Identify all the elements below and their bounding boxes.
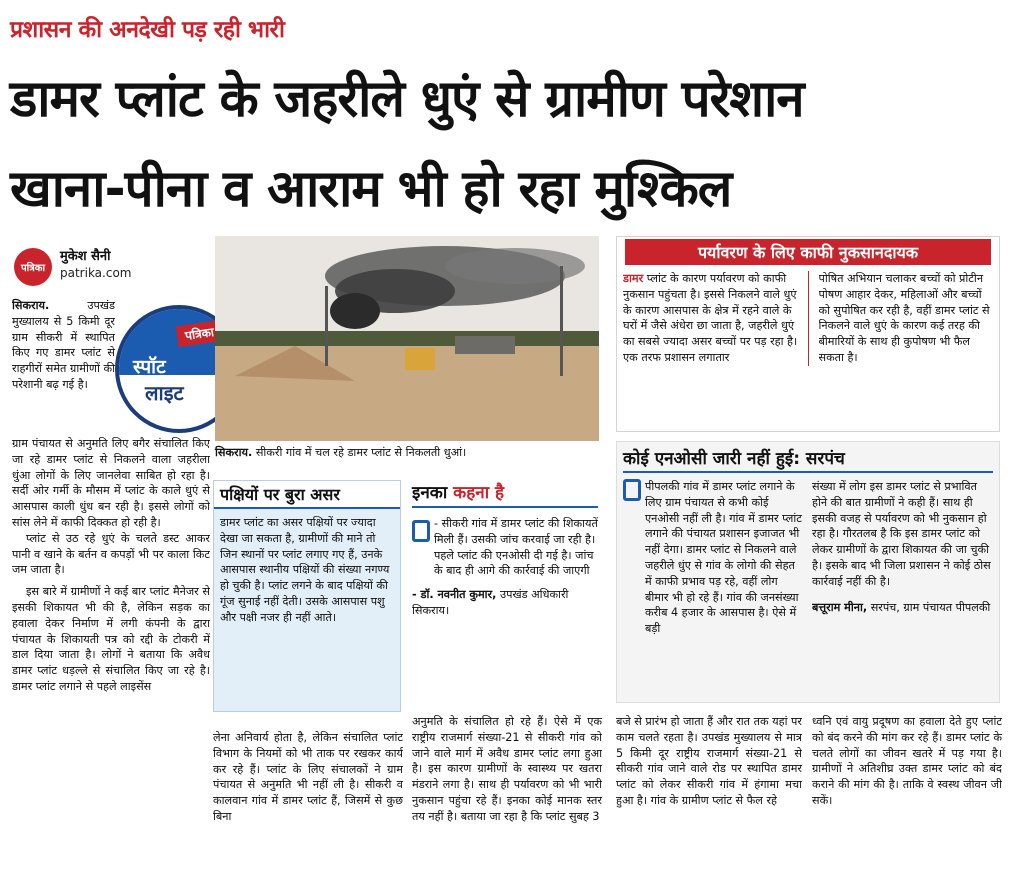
quote-attribution: - डॉ. नवनीत कुमार, उपखंड अधिकारी सिकराय। bbox=[412, 588, 569, 617]
byline-author: मुकेश सैनी bbox=[60, 249, 111, 264]
photo-caption bbox=[215, 445, 599, 460]
official-quote bbox=[412, 480, 598, 700]
spotlight-word-1: स्पॉट bbox=[133, 356, 166, 378]
bottom-column-5: ध्वनि एवं वायु प्रदूषण का हवाला देते हुए प्लांट को बंद करने की मांग कर रहे हैं। डामर प्लांट के चलते लोगों का जीवन खतरे में पड़ गया है। ग्रामीणों ने अतिशीघ्र उक्त डामर प्लांट को बंद कराने की मांग की है। ताकि वे स्वस्थ जीवन जी सकें। bbox=[812, 715, 1002, 807]
sarpanch-box-title: कोई एनओसी जारी नहीं हुई: सरपंच bbox=[623, 449, 845, 469]
main-story-lead bbox=[12, 298, 115, 426]
spotlight-word-2: लाइट bbox=[145, 381, 184, 405]
spotlight-brand: पत्रिका bbox=[176, 320, 223, 347]
main-story-paragraph-2: प्लांट से उठ रहे धुएं के चलते डस्ट आकर पानी व खाने के बर्तन व कपड़ों भी पर काला किट जम जाता है। bbox=[12, 531, 210, 577]
bottom-column-4: बजे से प्रारंभ हो जाता हैं और रात तक यहां पर काम चलते रहता है। उपखंड मुख्यालय से मात्र 5 किमी दूर राष्ट्रीय राजमार्ग संख्या-21 से सीकरी गांव जाने वाले रोड पर स्थापित डामर प्लांट को लेकर सीकरी गांव में हंगामा मचा हुआ है। गांव के ग्रामीण प्लांट से फैल रहे bbox=[616, 715, 802, 807]
main-story-paragraph-3: इस बारे में ग्रामीणों ने कई बार प्लांट मैनेजर से इसकी शिकायत भी की है, लेकिन सड़क का हवाला देकर निर्माण में लगी कंपनी के द्वारा पंचायत के शिकायती पत्र को रद्दी के टोकरी में डाल दिया जाता है। लोगों ने बताया कि अवैध डामर प्लांट धड़ल्ले से संचालित किए जा रहे है। डामर प्लांट लगाने से पहले लाइसेंस bbox=[12, 585, 210, 693]
main-story-first-sentence: उपखंड मुख्यालय से 5 किमी दूर ग्राम सीकरी में स्थापित किए गए डामर प्लांट से राहगीरों समेत ग्रामीणों की परेशानी बढ़ गई है। bbox=[12, 299, 115, 391]
quote-icon-sarpanch bbox=[623, 479, 641, 501]
environment-box-title: पर्यावरण के लिए काफी नुकसानदायक bbox=[625, 239, 991, 265]
kicker: प्रशासन की अनदेखी पड़ रही भारी bbox=[10, 17, 285, 43]
patrika-logo: पत्रिका bbox=[14, 248, 52, 286]
main-story-paragraph-1: ग्राम पंचायत से अनुमति लिए बगैर संचालित किए जा रहे डामर प्लांट से निकलने वाला जहरीला धुंआ लोगों के लिए जानलेवा साबित हो रहा है। सर्दी ओर गर्मी के मौसम में प्लांट के काले धुएं से आसपास काली धुंध बन रही है। इससे लोगों को सांस लेने में काफी दिक्कत हो रही है। bbox=[12, 437, 210, 529]
sarpanch-attribution: बत्तूराम मीना, सरपंच, ग्राम पंचायत पीपलकी bbox=[812, 600, 991, 614]
environment-col-1: डामर प्लांट के कारण पर्यावरण को काफी नुकसान पहुंचता है। इससे निकलने वाले धुएं के कारण आसपास के क्षेत्र में रहने वाले के घरों में जैसे अंधेरा छा जाता है, जहरीले धुएं का सबसे ज्यादा असर बच्चों पर पड़ रहा है।एक तरफ प्रशासन लगातार bbox=[623, 272, 798, 364]
caption-lead: सिकराय. bbox=[215, 446, 253, 459]
sarpanch-col-1: पीपलकी गांव में डामर प्लांट लगाने के लिए ग्राम पंचायत से कभी कोई एनओसी नहीं ली है। गांव में डामर प्लांट लगाने की पंचायत प्रशासन इजाजत भी नहीं देगा। डामर प्लांट से निकलने वाले जहरीले धुंए से गांव के लोगो की सेहत में काफी प्रभाव पड़ रहे, वहीं लोग बीमार भी हो रहे हैं। गांव की जनसंख्या करीब 4 हजार के आसपास है। ऐसे में बड़ी bbox=[645, 480, 802, 636]
news-photo bbox=[215, 236, 599, 441]
birds-box-text: डामर प्लांट का असर पक्षियों पर ज्यादा देखा जा सकता है, ग्रामीणों की माने तो जिन स्थानों पर प्लांट लगाए गए हैं, उनके आसपास स्थानीय पक्षियों की संख्या नगण्य हो चुकी है। प्लांट लगने के बाद पक्षियों की गूंज सुनाई नहीं देती। उसके आसपास पशु और पक्षी नजर ही नहीं आते। bbox=[220, 516, 390, 624]
headline-line-2: खाना-पीना व आराम भी हो रहा मुश्किल bbox=[10, 160, 732, 219]
environment-box bbox=[616, 236, 1000, 432]
headline-line-1: डामर प्लांट के जहरीले धुएं से ग्रामीण परेशान bbox=[10, 70, 804, 129]
bottom-column-2: लेना अनिवार्य होता है, लेकिन संचालित प्लांट विभाग के नियमों को भी ताक पर रखकर कार्य कर रहे हैं। प्लांट के लिए संचालकों ने ग्राम पंचायत से अनुमति भी नहीं ली है। सीकरी व कालवान गांव में डामर प्लांट हैं, जिसमें से कुछ बिना bbox=[213, 731, 403, 823]
quote-title: इनका कहना है bbox=[412, 483, 505, 503]
asphalt-plant-photo bbox=[215, 236, 599, 441]
quote-text: - सीकरी गांव में डामर प्लांट की शिकायतें मिली हैं। उसकी जांच करवाई जा रही है। पहले प्लांट की एनओसी दी गई है। जांच के बाद ही आगे की कार्रवाई की जाएगी bbox=[434, 517, 598, 578]
caption-text: सीकरी गांव में चल रहे डामर प्लांट से निकलती धुआं। bbox=[255, 446, 467, 459]
quote-icon bbox=[412, 520, 430, 542]
birds-box bbox=[213, 480, 401, 712]
birds-box-title: पक्षियों पर बुरा असर bbox=[214, 481, 400, 509]
sarpanch-col-2: संख्या में लोग इस डामर प्लांट से प्रभावित होने की बात ग्रामीणों ने कही हैं। साथ ही इसकी वजह से पर्यावरण को भी नुकसान हो रहा है। गौरतलब है कि इस डामर प्लांट को लेकर ग्रामीणों के द्वारा शिकायत की जा चुकी है। इसके बाद भी जिला प्रशासन ने कोई ठोस कार्रवाई नहीं की है। bbox=[812, 480, 991, 588]
main-story-body bbox=[12, 436, 210, 876]
environment-col-2: पोषित अभियान चलाकर बच्चों को प्रोटीन पोषण आहार देकर, महिलाओं और बच्चों को सुपोषित कर रही है, वहीं डामर प्लांट से निकलने वाले धुएं के कारण कई तरह की बीमारियों के साथ ही कुपोषण भी फैल सकता है। bbox=[818, 272, 990, 364]
byline-site: patrika.com bbox=[60, 266, 132, 280]
sarpanch-box bbox=[616, 441, 1000, 703]
bottom-column-3: अनुमति के संचालित हो रहे हैं। ऐसे में एक राष्ट्रीय राजमार्ग संख्या-21 से सीकरी गांव को जाने वाले मार्ग में अवैध डामर प्लांट लगा हुआ है। इस कारण ग्रामीणों के स्वास्थ्य पर खतरा मंडराने लगा है। साथ ही पर्यावरण को भी भारी नुकसान पहुंचा रहे हैं। इनका कोई मानक स्तर तय नहीं है। बताया जा रहा है कि प्लांट सुबह 3 bbox=[412, 715, 602, 823]
dateline: सिकराय. bbox=[12, 299, 50, 312]
